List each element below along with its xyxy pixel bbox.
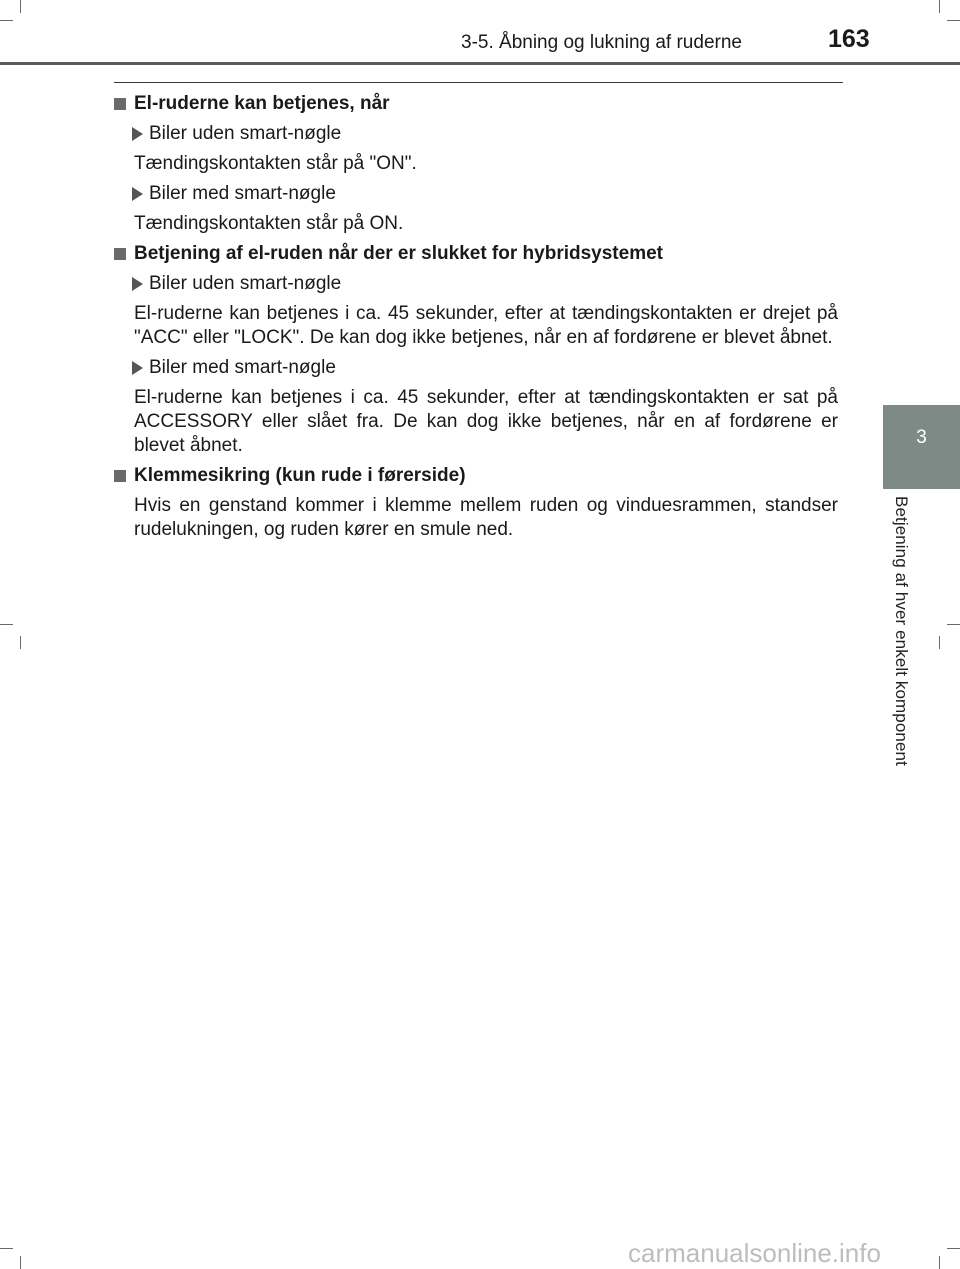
chapter-label: Betjening af hver enkelt komponent	[892, 496, 911, 766]
section-heading	[114, 464, 838, 488]
triangle-bullet-icon	[132, 187, 143, 201]
section-heading-text: El-ruderne kan betjenes, når	[134, 93, 390, 114]
chapter-number: 3	[916, 427, 927, 448]
paragraph: Hvis en genstand kommer i klemme mellem ruden og vinduesrammen, standser rudelukningen, og ruden kører en smule ned.	[134, 495, 838, 540]
section-heading-text: Klemmesikring (kun rude i førerside)	[134, 465, 466, 486]
subheading	[114, 356, 838, 380]
crop-mark	[939, 0, 940, 13]
subheading	[114, 182, 838, 206]
crop-mark	[20, 636, 21, 649]
crop-mark	[0, 20, 13, 21]
crop-mark	[20, 1256, 21, 1269]
crop-mark	[0, 1248, 13, 1249]
chapter-tab	[883, 405, 960, 489]
paragraph: El-ruderne kan betjenes i ca. 45 sekunder, efter at tændingskontakten er sat på ACCESSORY eller slået fra. De kan dog ikke betjenes, når en af fordørene er blevet åbnet.	[134, 387, 838, 456]
watermark: carmanualsonline.info	[628, 1238, 881, 1268]
main-content	[114, 92, 838, 548]
content-top-rule	[114, 82, 843, 83]
triangle-bullet-icon	[132, 127, 143, 141]
subheading-text: Biler med smart-nøgle	[149, 357, 336, 378]
square-bullet-icon	[114, 98, 126, 110]
paragraph: Tændingskontakten står på "ON".	[134, 153, 417, 174]
section-jam-protection	[114, 464, 838, 542]
crop-mark	[939, 636, 940, 649]
chapter-label-container	[891, 496, 915, 806]
subheading-text: Biler uden smart-nøgle	[149, 123, 342, 144]
crop-mark	[939, 1256, 940, 1269]
square-bullet-icon	[114, 248, 126, 260]
crop-mark	[20, 0, 21, 13]
subheading	[114, 272, 838, 296]
section-heading	[114, 242, 838, 266]
triangle-bullet-icon	[132, 277, 143, 291]
section-heading	[114, 92, 838, 116]
crop-mark	[947, 624, 960, 625]
square-bullet-icon	[114, 470, 126, 482]
paragraph: El-ruderne kan betjenes i ca. 45 sekunder, efter at tændingskontakten er drejet på "ACC" eller "LOCK". De kan dog ikke betjenes, når en af fordørene er blevet åbnet.	[134, 303, 838, 348]
crop-mark	[0, 624, 13, 625]
crop-mark	[947, 20, 960, 21]
subheading-text: Biler med smart-nøgle	[149, 183, 336, 204]
section-title: 3-5. Åbning og lukning af ruderne	[461, 32, 742, 53]
crop-mark	[947, 1248, 960, 1249]
page-number: 163	[828, 25, 870, 53]
section-after-hybrid-off	[114, 242, 838, 458]
section-operation-conditions	[114, 92, 838, 236]
header-rule	[0, 62, 960, 65]
subheading-text: Biler uden smart-nøgle	[149, 273, 342, 294]
section-heading-text: Betjening af el-ruden når der er slukket for hybridsystemet	[134, 243, 663, 264]
subheading	[114, 122, 838, 146]
paragraph: Tændingskontakten står på ON.	[134, 213, 404, 234]
triangle-bullet-icon	[132, 361, 143, 375]
